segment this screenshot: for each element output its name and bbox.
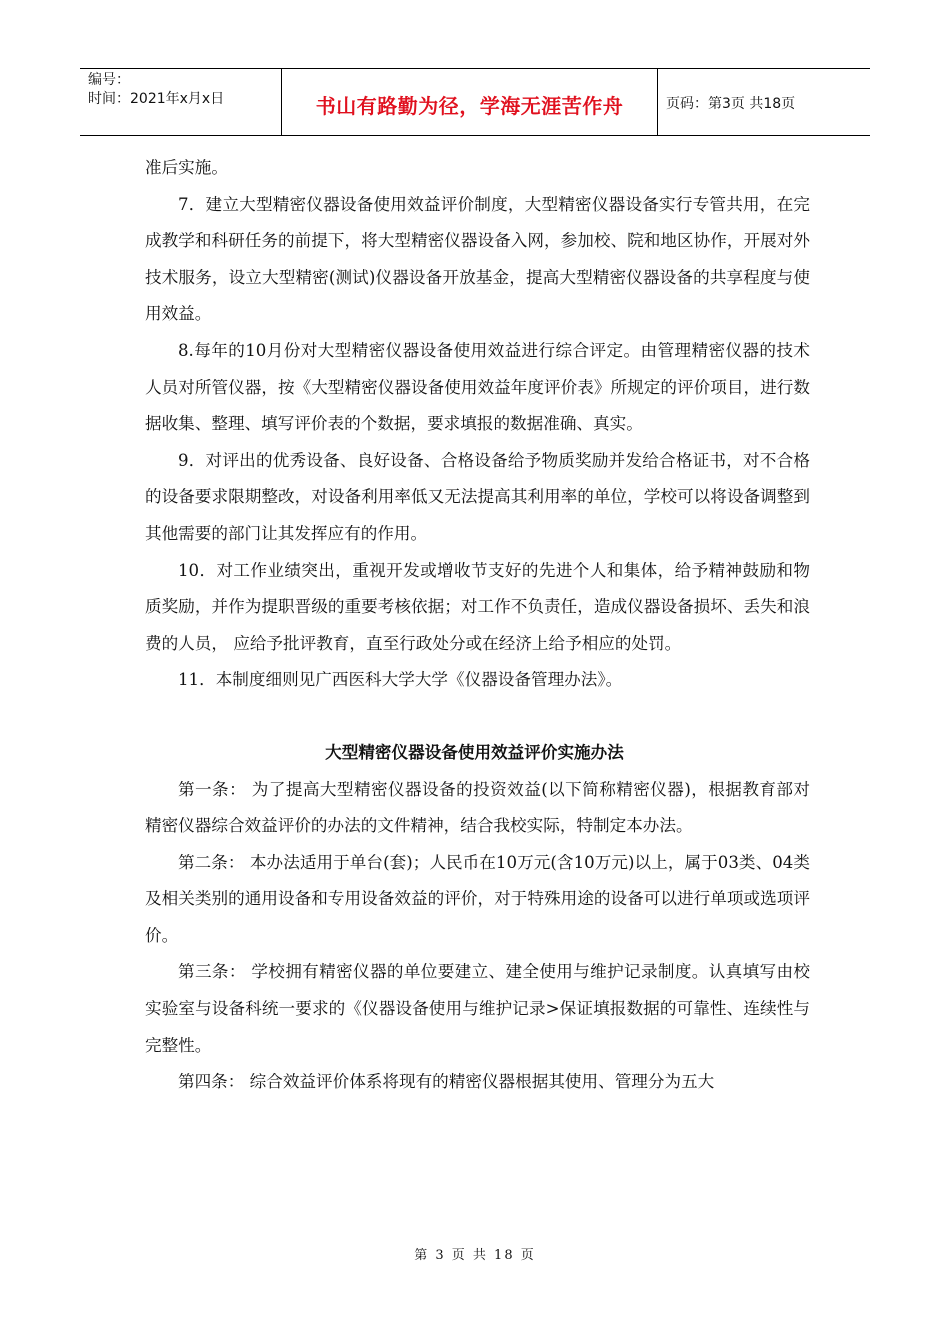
section-spacer (145, 699, 810, 735)
paragraph-item-10: 10．对工作业绩突出，重视开发或增收节支好的先进个人和集体，给予精神鼓励和物质奖励，并作为提职晋级的重要考核依据；对工作不负责任，造成仪器设备损坏、丢失和浪费的人员， 应给予批评教育，直至行政处分或在经济上给予相应的处罚。 (145, 560, 810, 653)
paragraph-continuation: 准后实施。 (145, 158, 228, 177)
paragraph-item-9: 9．对评出的优秀设备、良好设备、合格设备给予物质奖励并发给合格证书，对不合格的设备要求限期整改，对设备利用率低又无法提高其利用率的单位，学校可以将设备调整到其他需要的部门让其发挥应有的作用。 (145, 450, 810, 543)
article-2: 第二条： 本办法适用于单台(套)；人民币在10万元(含10万元)以上，属于03类、04类及相关类别的通用设备和专用设备效益的评价，对于特殊用途的设备可以进行单项或选项评价。 (145, 852, 810, 945)
document-header (80, 68, 870, 136)
header-motto-cell (282, 69, 658, 135)
header-page-info: 页码：第3页 共18页 (666, 96, 796, 112)
paragraph-item-7: 7．建立大型精密仪器设备使用效益评价制度，大型精密仪器设备实行专管共用，在完成教学和科研任务的前提下，将大型精密仪器设备入网，参加校、院和地区协作，开展对外技术服务，设立大型精密(测试)仪器设备开放基金，提高大型精密仪器设备的共享程度与使用效益。 (145, 194, 810, 324)
page-footer: 第 3 页 共 18 页 (414, 1248, 536, 1263)
header-meta-cell (80, 69, 282, 135)
article-1: 第一条： 为了提高大型精密仪器设备的投资效益(以下简称精密仪器)，根据教育部对精密仪器综合效益评价的办法的文件精神，结合我校实际，特制定本办法。 (145, 779, 810, 836)
paragraph-item-11: 11．本制度细则见广西医科大学大学《仪器设备管理办法》。 (178, 670, 623, 690)
header-number-label: 编号： (88, 72, 130, 88)
article-3: 第三条： 学校拥有精密仪器的单位要建立、建全使用与维护记录制度。认真填写由校实验室与设备科统一要求的《仪器设备使用与维护记录>保证填报数据的可靠性、连续性与完整性。 (145, 962, 810, 1055)
article-4: 第四条： 综合效益评价体系将现有的精密仪器根据其使用、管理分为五大 (178, 1072, 715, 1092)
section-title: 大型精密仪器设备使用效益评价实施办法 (325, 742, 624, 762)
document-body (145, 150, 810, 1101)
paragraph-item-8: 8.每年的10月份对大型精密仪器设备使用效益进行综合评定。由管理精密仪器的技术人员对所管仪器，按《大型精密仪器设备使用效益年度评价表》所规定的评价项目，进行数据收集、整理、填写评价表的个数据，要求填报的数据准确、真实。 (145, 340, 810, 434)
header-motto: 书山有路勤为径，学海无涯苦作舟 (315, 93, 624, 118)
header-page-cell (658, 69, 870, 135)
header-date-label: 时间：2021年x月x日 (88, 91, 225, 107)
